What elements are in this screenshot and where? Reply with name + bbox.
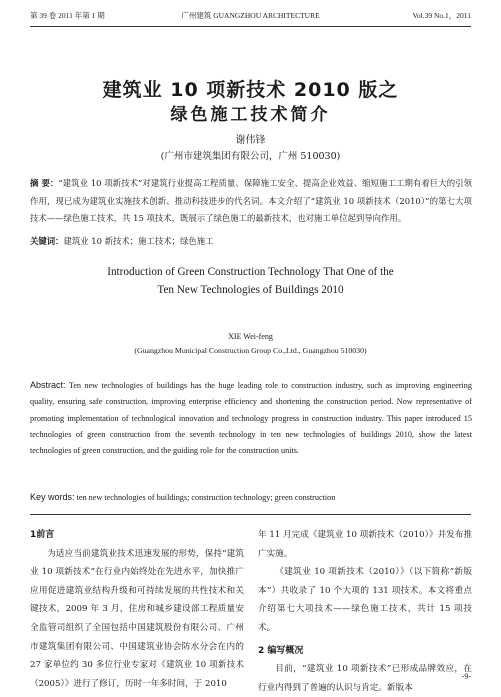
english-affiliation: (Guangzhou Municipal Construction Group Co.,Ltd., Guangzhou 510030) [134, 346, 367, 355]
keywords-cn [30, 235, 472, 247]
running-header [30, 10, 471, 24]
page-number: -9- [461, 672, 471, 681]
body-right-column [258, 526, 472, 697]
article-title-line1: 建筑业 10 项新技术 2010 版之 [102, 79, 399, 101]
english-keywords-text: ten new technologies of buildings; construction technology; green construction [74, 493, 336, 502]
body-left-column [30, 526, 244, 693]
section-1-heading: 1前言 [30, 530, 55, 540]
keywords-cn-text: 建筑业 10 新技术；施工技术；绿色施工 [63, 236, 214, 246]
right-paragraph-1: 年 11 月完成《建筑业 10 项新技术（2010）》并发布推广实施。 [258, 530, 472, 559]
header-journal: 广州建筑 GUANGZHOU ARCHITECTURE [181, 11, 320, 20]
english-author: XIE Wei-feng [228, 332, 273, 341]
abstract-cn-text: “建筑业 10 项新技术”对建筑行业提高工程质量、保障施工安全、提高企业效益、缩短施工工期有着巨大的引领作用，现已成为建筑业实施技术创新、推动科技进步的代名词。本文介绍了“建筑业 10 项新技术（2010）”的第七大项技术——绿色施工技术，共 15 项技术，既展示了绿色施工的最新技术，也对施工单位起到导向作用。 [30, 178, 472, 223]
english-abstract-text: Ten new technologies of buildings has the huge leading role to construction industry, such as improving engineering quality, ensuring safe construction, improving enterprise efficiency and shortening the construction period. Now representative of promoting implementation of technological innovation and technology progress in construction industry. This paper introduced 15 technologies of green construction from the seventh technology in ten new technologies of buildings 2010, show the latest technologies of green construction, and the guiding role for the construction units. [30, 381, 472, 456]
english-abstract [30, 377, 472, 459]
section-2-heading: 2 编写概况 [258, 645, 304, 656]
english-title-line2: Ten New Technologies of Buildings 2010 [157, 284, 344, 296]
header-rule [30, 26, 471, 27]
header-issue: 第 39 卷 2011 年第 1 期 [30, 11, 105, 20]
author-affiliation: (广州市建筑集团有限公司，广州 510030) [160, 151, 341, 162]
abstract-cn [30, 175, 472, 228]
author-name: 谢伟锋 [235, 135, 266, 146]
header-volume: Vol.39 No.1，2011 [412, 11, 471, 20]
keywords-cn-label: 关键词： [30, 236, 64, 246]
right-paragraph-2: 《建筑业 10 项新技术（2010）》（以下简称“新版本”）共收录了 10 个大项的 131 项技术。本文将重点介绍第七大项技术——绿色施工技术，共计 15 项技术。 [258, 567, 472, 633]
english-abstract-label: Abstract: [30, 380, 66, 390]
body-divider [30, 514, 471, 515]
section-2-paragraph: 目前，“建筑业 10 项新技术”已形成品牌效应，在行业内得到了普遍的认识与肯定。新版本 [258, 664, 472, 693]
english-keywords-label: Key words: [30, 492, 75, 502]
section-1-paragraph: 为适应当前建筑业技术迅速发展的形势，保持“建筑业 10 项新技术”在行业内始终处在先进水平，加快推广应用促进建筑业结构升级和可持续发展的共性技术和关键技术，2009 年 3 月，住房和城乡建设部工程质量安全监管司组织了全国包括中国建筑股份有限公司、广州市建筑集团有限公司、中国建筑业协会防水分会在内的 27 家单位约 30 多位行业专家对《建筑业 10 项新技术（2005）》进行了修订，历时一年多时间，于 2010 [30, 548, 244, 689]
english-title-line1: Introduction of Green Construction Technology That One of the [107, 266, 394, 278]
english-keywords [30, 492, 472, 502]
article-title-line2: 绿色施工技术简介 [170, 105, 331, 125]
english-title [0, 263, 501, 299]
abstract-cn-label: 摘 要： [30, 178, 59, 188]
